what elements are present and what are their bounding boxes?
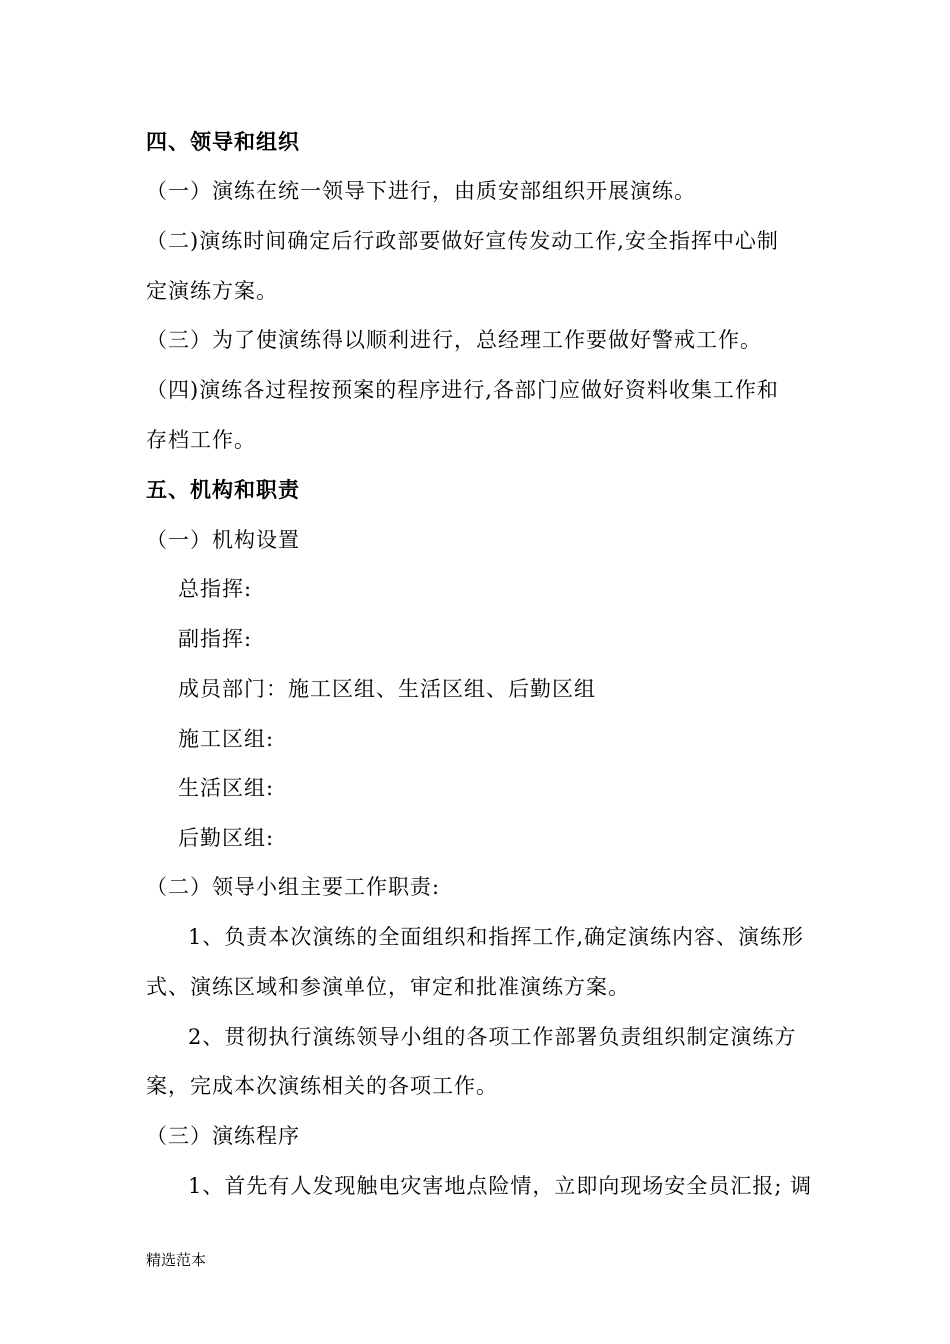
paragraph-4-2-line-2: 定演练方案。 [146, 279, 278, 303]
duty-1-line-1: 1、负责本次演练的全面组织和指挥工作,确定演练内容、演练形 [188, 925, 805, 949]
member-departments-line: 成员部门：施工区组、生活区组、后勤区组 [178, 677, 596, 701]
duty-2-line-1: 2、贯彻执行演练领导小组的各项工作部署负责组织制定演练方 [188, 1025, 797, 1049]
paragraph-4-4-line-2: 存档工作。 [146, 428, 256, 452]
construction-group-line: 施工区组: [178, 727, 275, 751]
living-group-line: 生活区组: [178, 776, 275, 800]
subsection-5-2: （二）领导小组主要工作职责: [146, 875, 441, 899]
section-4-heading: 四、领导和组织 [146, 130, 300, 154]
duty-2-line-2: 案，完成本次演练相关的各项工作。 [146, 1074, 498, 1098]
procedure-1-line-1: 1、首先有人发现触电灾害地点险情，立即向现场安全员汇报; 调 [188, 1174, 813, 1198]
subsection-5-3: （三）演练程序 [146, 1124, 300, 1148]
deputy-commander-line: 副指挥: [178, 627, 253, 651]
duty-1-line-2: 式、演练区域和参演单位，审定和批准演练方案。 [146, 975, 630, 999]
subsection-5-1: （一）机构设置 [146, 528, 300, 552]
page-footer: 精选范本 [146, 1251, 207, 1269]
paragraph-4-3: （三）为了使演练得以顺利进行，总经理工作要做好警戒工作。 [146, 328, 762, 352]
commander-line: 总指挥: [178, 577, 253, 601]
paragraph-4-2-line-1: （二)演练时间确定后行政部要做好宣传发动工作,安全指挥中心制 [146, 229, 779, 253]
paragraph-4-4-line-1: （四)演练各过程按预案的程序进行,各部门应做好资料收集工作和 [146, 378, 779, 402]
section-5-heading: 五、机构和职责 [146, 478, 300, 502]
logistics-group-line: 后勤区组: [178, 826, 275, 850]
paragraph-4-1: （一）演练在统一领导下进行，由质安部组织开展演练。 [146, 179, 696, 203]
